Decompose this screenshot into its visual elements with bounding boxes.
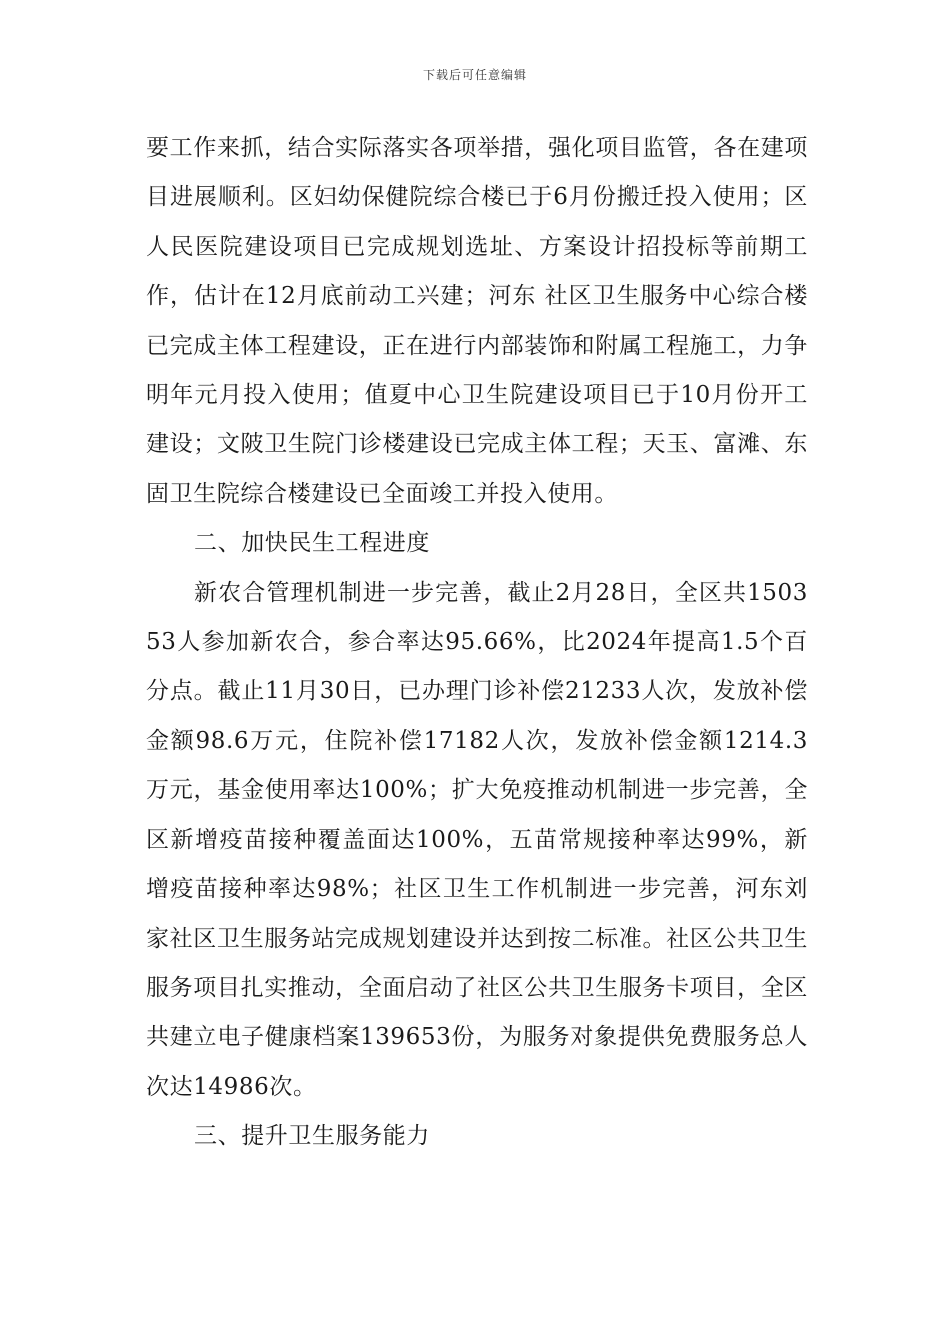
page-header-note: 下载后可任意编辑	[422, 68, 527, 82]
paragraph-project-progress: 要工作来抓，结合实际落实各项举措，强化项目监管，各在建项目进展顺利。区妇幼保健院综合楼已于6月份搬迁投入使用；区人民医院建设项目已完成规划选址、方案设计招投标等前期工作，估计在12月底前动工兴建；河东 社区卫生服务中心综合楼已完成主体工程建设，正在进行内部装饰和附属工程施工，力争明年元月投入使用；值夏中心卫生院建设项目已于10月份开工建设；文陂卫生院门诊楼建设已完成主体工程；天玉、富滩、东固卫生院综合楼建设已全面竣工并投入使用。	[146, 135, 808, 507]
section-heading-service-capacity: 三、提升卫生服务能力	[194, 1123, 430, 1150]
document-body	[146, 124, 808, 1162]
section-heading-livelihood: 二、加快民生工程进度	[194, 530, 430, 557]
paragraph-livelihood-details: 新农合管理机制进一步完善，截止2月28日，全区共150353人参加新农合，参合率达95.66%，比2024年提高1.5个百分点。截止11月30日，已办理门诊补偿21233人次，发放补偿金额98.6万元，住院补偿17182人次，发放补偿金额1214.3万元，基金使用率达100%；扩大免疫推动机制进一步完善，全区新增疫苗接种覆盖面达100%，五苗常规接种率达99%，新增疫苗接种率达98%；社区卫生工作机制进一步完善，河东刘家社区卫生服务站完成规划建设并达到按二标准。社区公共卫生服务项目扎实推动，全面启动了社区公共卫生服务卡项目，全区共建立电子健康档案139653份，为服务对象提供免费服务总人次达14986次。	[146, 579, 808, 1100]
